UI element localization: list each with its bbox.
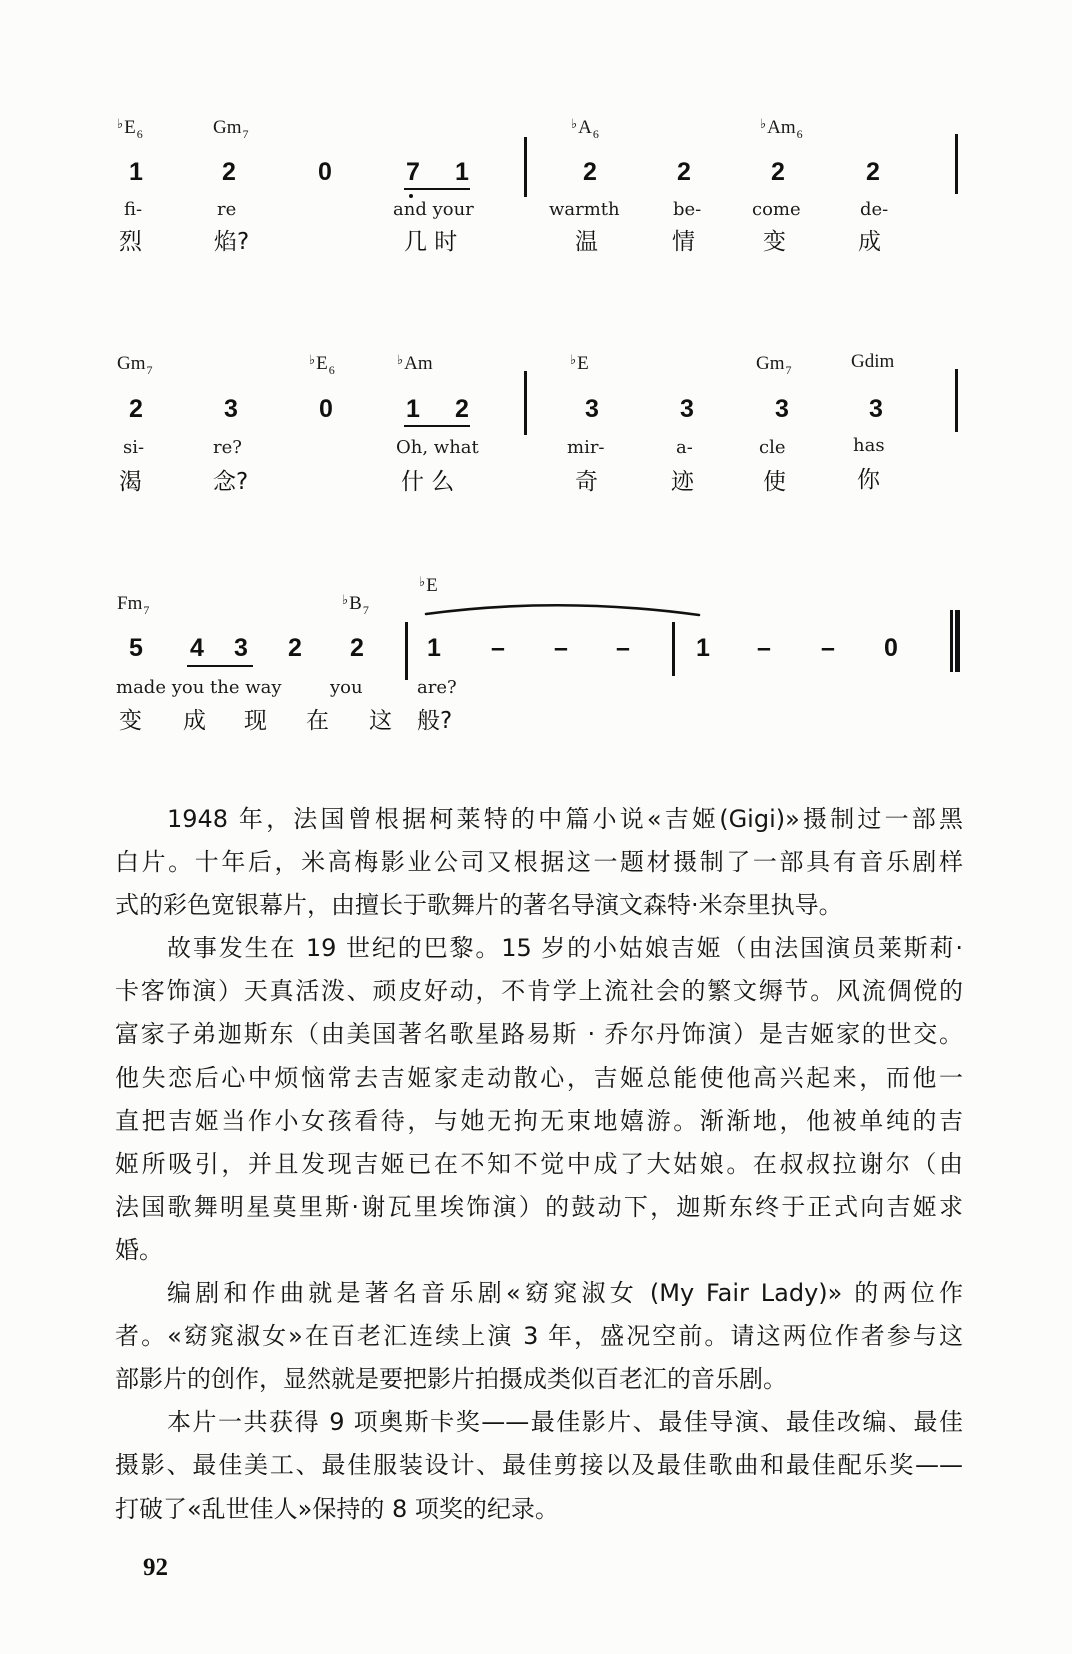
- flat-sign: ♭: [571, 117, 578, 132]
- note: 3: [869, 395, 883, 423]
- lyric-chinese: 成: [858, 229, 881, 255]
- note: 3: [775, 395, 789, 423]
- barline: [672, 622, 675, 676]
- chord-symbol: [342, 591, 369, 620]
- paragraph: [115, 1272, 963, 1401]
- chord-root: Gdim: [851, 351, 895, 372]
- note: 5: [129, 634, 143, 662]
- flat-sign: ♭: [309, 353, 316, 368]
- lyric-english: be-: [673, 199, 702, 220]
- lyric-chinese: 几 时: [404, 229, 458, 255]
- eighth-note-beam: [404, 425, 470, 427]
- lyric-english: si-: [123, 437, 145, 458]
- note: 3: [585, 395, 599, 423]
- lyric-chinese: 迹: [671, 469, 694, 495]
- lyric-chinese: 变: [119, 708, 142, 734]
- note: 3: [234, 634, 248, 662]
- note: 1: [427, 634, 441, 662]
- lyric-chinese: 般?: [417, 708, 453, 734]
- lyric-chinese: 你: [857, 467, 880, 493]
- lyric-chinese: 温: [575, 229, 598, 255]
- lyric-chinese: 奇: [575, 469, 598, 495]
- eighth-note-beam: [404, 188, 470, 190]
- low-octave-dot: [409, 194, 413, 198]
- chord-root: Gm: [756, 353, 785, 374]
- chord-root: E: [426, 575, 438, 596]
- chord-extension: 7: [785, 363, 792, 377]
- lyric-english: made you the way: [116, 677, 282, 698]
- lyric-english: fi-: [124, 199, 143, 220]
- text-line: 白片。十年后，米高梅影业公司又根据这一题材摄制了一部具有音乐剧样: [115, 848, 963, 877]
- paragraph: [115, 927, 963, 1272]
- rest: 0: [318, 158, 332, 186]
- barline: [524, 137, 527, 197]
- chord-extension: 6: [796, 127, 803, 141]
- chord-root: Am: [767, 117, 796, 138]
- chord-root: A: [578, 117, 592, 138]
- note: 1: [129, 158, 143, 186]
- flat-sign: ♭: [117, 117, 124, 132]
- final-barline-thick: [955, 610, 960, 672]
- barline: [405, 622, 408, 680]
- note: 2: [866, 158, 880, 186]
- chord-extension: 7: [242, 127, 249, 141]
- chord-root: E: [316, 353, 328, 374]
- lyric-english: you: [330, 677, 363, 698]
- lyric-english: come: [752, 199, 801, 220]
- paragraph: [115, 798, 963, 927]
- chord-symbol: [116, 591, 149, 620]
- chord-symbol: [397, 351, 434, 380]
- rest: 0: [319, 395, 333, 423]
- lyric-chinese: 什 么: [401, 469, 455, 495]
- chord-symbol: [755, 351, 792, 380]
- lyric-english: are?: [417, 677, 457, 698]
- chord-root: Gm: [117, 353, 146, 374]
- chord-root: Am: [404, 353, 433, 374]
- body-text: [115, 798, 963, 1531]
- sustain-dash: –: [491, 634, 505, 662]
- text-line: 式的彩色宽银幕片，由擅长于歌舞片的著名导演文森特·米奈里执导。: [115, 891, 843, 920]
- paragraph: [115, 1401, 963, 1530]
- lyric-english: Oh, what: [396, 437, 479, 458]
- lyric-english: cle: [759, 437, 786, 458]
- lyric-chinese: 使: [763, 469, 786, 495]
- flat-sign: ♭: [397, 353, 404, 368]
- barline: [524, 371, 527, 435]
- chord-symbol: [760, 115, 803, 144]
- text-line: 部影片的创作，显然就是要把影片拍摄成类似百老汇的音乐剧。: [115, 1365, 787, 1394]
- chord-symbol: [117, 115, 143, 144]
- lyric-chinese: 渴: [119, 469, 142, 495]
- note: 2: [350, 634, 364, 662]
- note: 3: [680, 395, 694, 423]
- text-line: 者。«窈窕淑女»在百老汇连续上演 3 年，盛况空前。请这两位作者参与这: [115, 1322, 963, 1351]
- text-line: 直把吉姬当作小女孩看待，与她无拘无束地嬉游。渐渐地，他被单纯的吉: [115, 1106, 963, 1135]
- lyric-english: a-: [676, 437, 693, 458]
- rest: 0: [884, 634, 898, 662]
- sustain-dash: –: [616, 634, 630, 662]
- lyric-english: warmth: [549, 199, 620, 220]
- text-line: 卡客饰演）天真活泼、顽皮好动，不肯学上流社会的繁文缛节。风流倜傥的: [115, 977, 963, 1006]
- flat-sign: ♭: [419, 575, 426, 590]
- lyric-english: and your: [393, 199, 474, 220]
- chord-symbol: [116, 351, 153, 380]
- lyric-english: re?: [213, 437, 242, 458]
- barline: [955, 134, 958, 194]
- text-line: 故事发生在 19 世纪的巴黎。15 岁的小姑娘吉姬（由法国演员莱斯莉·: [167, 934, 963, 963]
- flat-sign: ♭: [342, 593, 349, 608]
- text-line: 摄影、最佳美工、最佳服装设计、最佳剪接以及最佳歌曲和最佳配乐奖——: [115, 1451, 963, 1480]
- text-line: 婚。: [115, 1235, 163, 1264]
- note: 2: [677, 158, 691, 186]
- sustain-dash: –: [821, 634, 835, 662]
- text-line: 1948 年，法国曾根据柯莱特的中篇小说«吉姬(Gigi)»摄制过一部黑: [167, 805, 963, 833]
- note: 2: [129, 395, 143, 423]
- lyric-chinese: 在: [306, 708, 329, 734]
- chord-symbol: [570, 351, 590, 380]
- text-line: 富家子弟迦斯东（由美国著名歌星路易斯 · 乔尔丹饰演）是吉姬家的世交。: [115, 1020, 963, 1049]
- chord-root: Gm: [213, 117, 242, 138]
- text-line: 姬所吸引，并且发现吉姬已在不知不觉中成了大姑娘。在叔叔拉谢尔（由: [115, 1149, 963, 1178]
- chord-root: E: [577, 353, 589, 374]
- note: 2: [455, 395, 469, 423]
- note: 2: [288, 634, 302, 662]
- chord-extension: 6: [592, 127, 599, 141]
- lyric-chinese: 这: [369, 708, 392, 734]
- text-line: 打破了«乱世佳人»保持的 8 项奖的纪录。: [115, 1494, 559, 1523]
- lyric-chinese: 变: [763, 229, 786, 255]
- text-line: 他失恋后心中烦恼常去吉姬家走动散心，吉姬总能使他高兴起来，而他一: [115, 1063, 963, 1092]
- chord-extension: 6: [328, 363, 335, 377]
- note: 1: [406, 395, 420, 423]
- chord-root: Fm: [117, 593, 143, 614]
- final-barline-thin: [950, 610, 953, 672]
- note: 1: [696, 634, 710, 662]
- chord-extension: 6: [136, 127, 143, 141]
- lyric-english: mir-: [567, 437, 605, 458]
- note: 4: [190, 634, 204, 662]
- lyric-english: de-: [860, 199, 889, 220]
- lyric-english: re: [217, 199, 237, 220]
- lyric-chinese: 成: [183, 708, 206, 734]
- lyric-chinese: 念?: [213, 469, 249, 495]
- note: 1: [455, 158, 469, 186]
- chord-extension: 7: [143, 603, 150, 617]
- lyric-chinese: 烈: [119, 229, 142, 255]
- note-low-octave: 7: [406, 158, 420, 186]
- flat-sign: ♭: [570, 353, 577, 368]
- text-line: 编剧和作曲就是著名音乐剧«窈窕淑女 (My Fair Lady)» 的两位作: [167, 1279, 963, 1308]
- lyric-chinese: 情: [672, 229, 695, 255]
- note: 2: [771, 158, 785, 186]
- chord-symbol: [419, 573, 439, 602]
- lyric-chinese: 现: [244, 708, 267, 734]
- page-number: 92: [143, 1554, 168, 1581]
- chord-extension: 7: [362, 603, 369, 617]
- chord-symbol: [212, 115, 249, 144]
- note: 2: [583, 158, 597, 186]
- text-line: 本片一共获得 9 项奥斯卡奖——最佳影片、最佳导演、最佳改编、最佳: [167, 1408, 963, 1437]
- chord-root: B: [349, 593, 362, 614]
- sustain-dash: –: [757, 634, 771, 662]
- chord-extension: 7: [146, 363, 153, 377]
- lyric-chinese: 焰?: [214, 229, 250, 255]
- lyric-english: has: [853, 435, 885, 456]
- note: 2: [222, 158, 236, 186]
- chord-root: E: [124, 117, 136, 138]
- chord-symbol: [850, 349, 895, 378]
- sustain-dash: –: [554, 634, 568, 662]
- text-line: 法国歌舞明星莫里斯·谢瓦里埃饰演）的鼓动下，迦斯东终于正式向吉姬求: [115, 1192, 963, 1221]
- flat-sign: ♭: [760, 117, 767, 132]
- note: 3: [224, 395, 238, 423]
- eighth-note-beam: [187, 665, 253, 667]
- chord-symbol: [309, 351, 335, 380]
- chord-symbol: [571, 115, 599, 144]
- barline: [955, 369, 958, 432]
